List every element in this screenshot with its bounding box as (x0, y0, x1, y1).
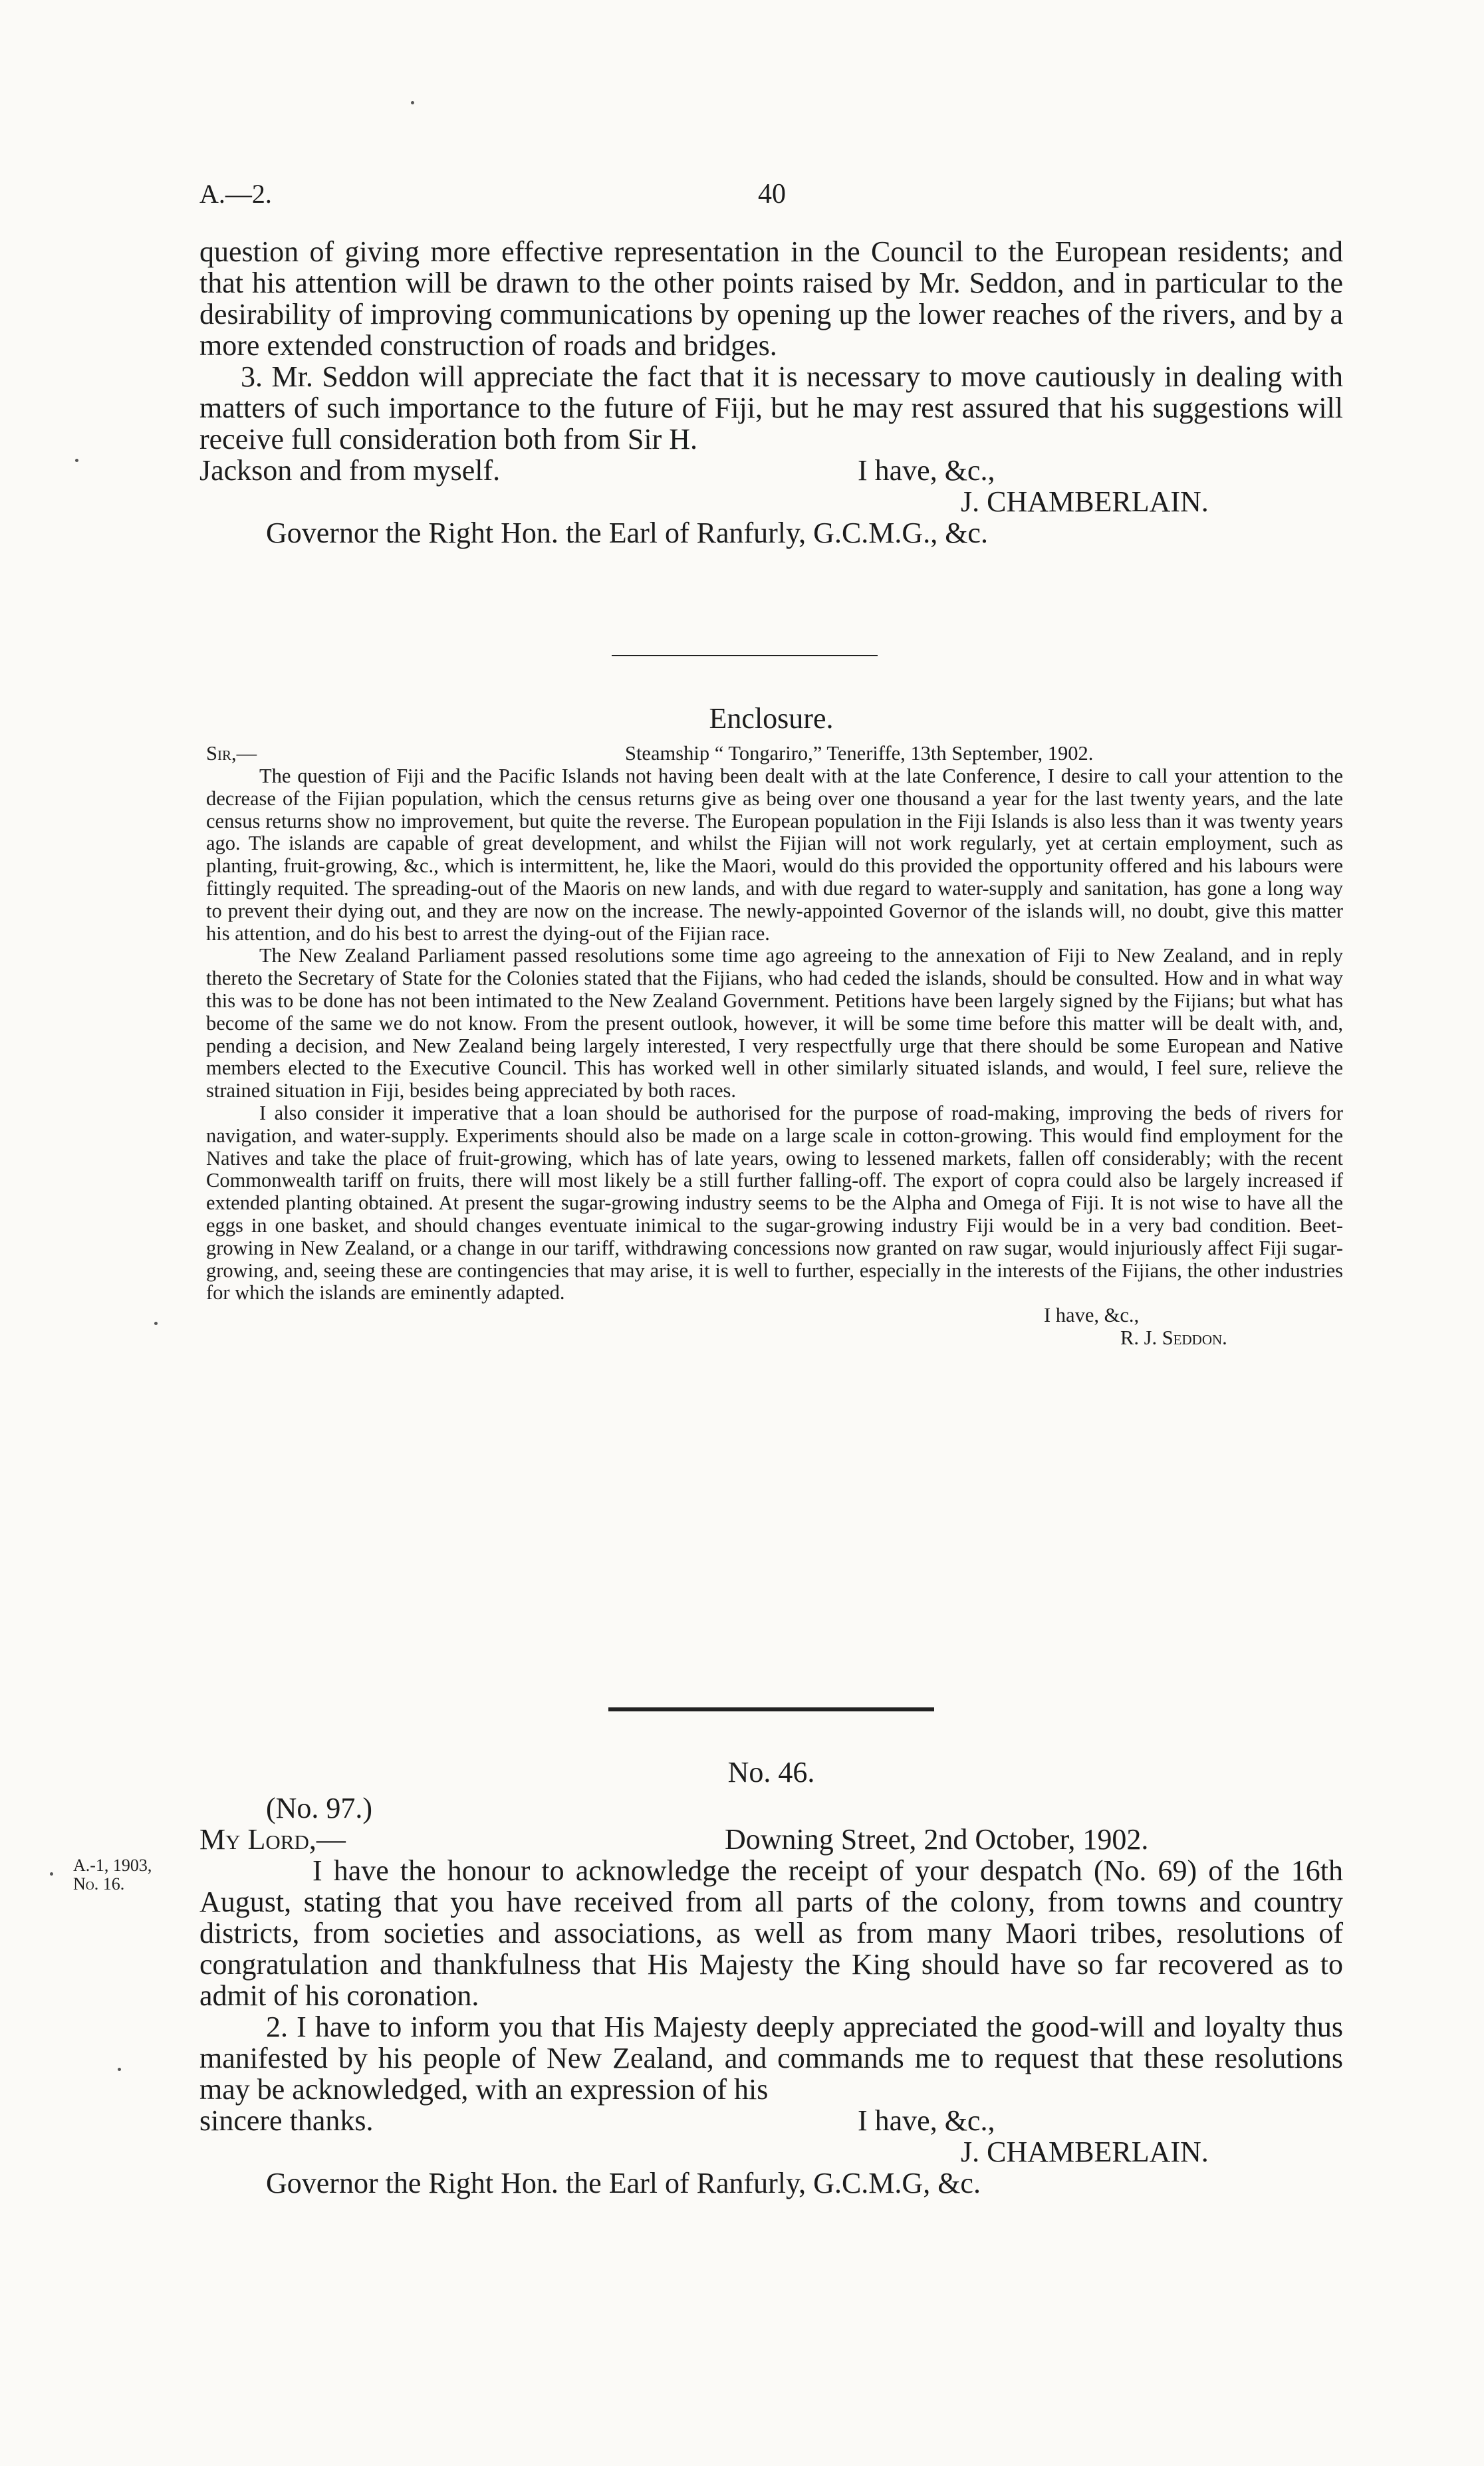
letter-1-closing-lead: Jackson and from myself. (199, 454, 501, 487)
letter-2 (199, 1792, 1343, 2199)
enclosure-signature: R. J. Seddon. (1120, 1326, 1227, 1349)
letter-2-closing: I have, &c., (858, 2104, 995, 2137)
margin-note (73, 1856, 152, 1894)
scan-speck (154, 1322, 158, 1325)
scan-speck (118, 2068, 121, 2071)
letter-2-addressee: Governor the Right Hon. the Earl of Ranfurly, G.C.M.G, &c. (266, 2167, 981, 2199)
letter-1-closing: I have, &c., (858, 454, 995, 487)
page-number: 40 (758, 179, 786, 209)
margin-note-line: No. 16. (73, 1874, 125, 1894)
letter-1-signature: J. CHAMBERLAIN. (961, 485, 1209, 518)
enclosure-salutation: Sir,— (206, 742, 257, 765)
letter-number-heading: No. 46. (727, 1756, 815, 1788)
scan-speck (411, 101, 414, 104)
letter-1-paragraph-continued: question of giving more effective representation in the Council to the European residents; and that his attention will be drawn to the other points raised by Mr. Seddon, and in particular to the desirability of improving communications by opening up the lower reaches of the rivers, and by a more extended construction of roads and bridges. (199, 235, 1343, 362)
section-divider (612, 655, 878, 656)
enclosure-paragraph: I also consider it imperative that a loan should be authorised for the purpose of road-making, improving the beds of rivers for navigation, and water-supply. Experiments should also be made on a large scale in cotton-growing. This would find employment for the Natives and take the place of fruit-growing, which has of late years, owing to lessened markets, fallen off considerably; with the recent Commonwealth tariff on fruits, there will most likely be a still further falling-off. The export of copra could also be largely increased if extended planting obtained. At present the sugar-growing industry seems to be the Alpha and Omega of Fiji. It is not wise to have all the eggs in one basket, and should changes eventuate inimical to the sugar-growing industry Fiji would be in a very bad condition. Beet-growing in New Zealand, or a change in our tariff, withdrawing concessions now granted on raw sugar, would injuriously affect Fiji sugar-growing, and, seeing these are contingencies that may arise, it is well to further, especially in the interests of the Fijians, the other industries for which the islands are eminently adapted. (206, 1101, 1343, 1304)
section-divider-thick (608, 1707, 934, 1711)
letter-2-paragraph-1: I have the honour to acknowledge the receipt of your despatch (No. 69) of the 16th August, stating that you have received from all parts of the colony, from towns and country districts, from societies and associations, as well as from many Maori tribes, resolutions of congratulation and thankfulness that His Majesty the King should have so far recovered as to admit of his coronation. (199, 1854, 1343, 2012)
letter-2-salutation: My Lord,— (199, 1823, 346, 1856)
letter-2-header (199, 1824, 1343, 1855)
letter-1-addressee: Governor the Right Hon. the Earl of Ranfurly, G.C.M.G., &c. (266, 517, 988, 549)
enclosure-header (206, 743, 1343, 765)
letter-2-reference: (No. 97.) (266, 1792, 373, 1824)
document-reference: A.—2. (199, 179, 272, 209)
scan-speck (75, 459, 78, 462)
letter-1-paragraph-3: 3. Mr. Seddon will appreciate the fact that it is necessary to move cautiously in dealing with matters of such importance to the future of Fiji, but he may rest assured that his suggestions will receive full consideration both from Sir H. (199, 360, 1343, 455)
enclosure-paragraph: The question of Fiji and the Pacific Islands not having been dealt with at the late Conference, I desire to call your attention to the decrease of the Fijian population, which the census returns give as being over one thousand a year for the last twenty years, and the late census returns show no improvement, but quite the reverse. The European population in the Fiji Islands is also less than it was twenty years ago. The islands are capable of great development, and whilst the Fijian will not work regularly, yet at certain employment, such as planting, fruit-growing, &c., which is intermittent, he, like the Maori, would do this provided the opportunity offered and his labours were fittingly requited. The spreading-out of the Maoris on new lands, and with due regard to water-supply and sanitation, has gone a long way to prevent their dying out, and they are now on the increase. The newly-appointed Governor of the islands will, no doubt, give this matter his attention, and do his best to arrest the dying-out of the Fijian race. (206, 765, 1343, 945)
enclosure-closing: I have, &c., (1044, 1304, 1140, 1327)
enclosure-paragraph: The New Zealand Parliament passed resolutions some time ago agreeing to the annexation of Fiji to New Zealand, and in reply thereto the Secretary of State for the Colonies stated that the Fijians, who had ceded the islands, should be consulted. How and in what way this was to be done has not been intimated to the New Zealand Government. Petitions have been largely signed by the Fijians; but what has become of the same we do not know. From the present outlook, however, it will be some time before this matter will be dealt with, and, pending a decision, and New Zealand being largely interested, I very respectfully urge that there should be some European and Native members elected to the Executive Council. This has worked well in other similarly situated islands, and would, I feel sure, relieve the strained situation in Fiji, besides being appreciated by both races. (206, 944, 1343, 1102)
enclosure-dateline: Steamship “ Tongariro,” Teneriffe, 13th September, 1902. (625, 742, 1094, 765)
letter-2-paragraph-2: 2. I have to inform you that His Majesty deeply appreciated the good-will and loyalty thus manifested by his people of New Zealand, and commands me to request that these resolutions may be acknowledged, with an expression of his (199, 2011, 1343, 2106)
letter-2-signature: J. CHAMBERLAIN. (961, 2136, 1209, 2168)
letter-1-signoff (199, 455, 1343, 486)
letter-1 (199, 236, 1343, 549)
margin-note-line: A.-1, 1903, (73, 1856, 152, 1875)
enclosure-body (206, 743, 1343, 1350)
letter-2-dateline: Downing Street, 2nd October, 1902. (725, 1823, 1149, 1856)
letter-2-signoff (199, 2105, 1343, 2136)
letter-2-closing-lead: sincere thanks. (199, 2104, 374, 2137)
scan-speck (50, 1872, 53, 1876)
enclosure-title: Enclosure. (709, 702, 834, 735)
